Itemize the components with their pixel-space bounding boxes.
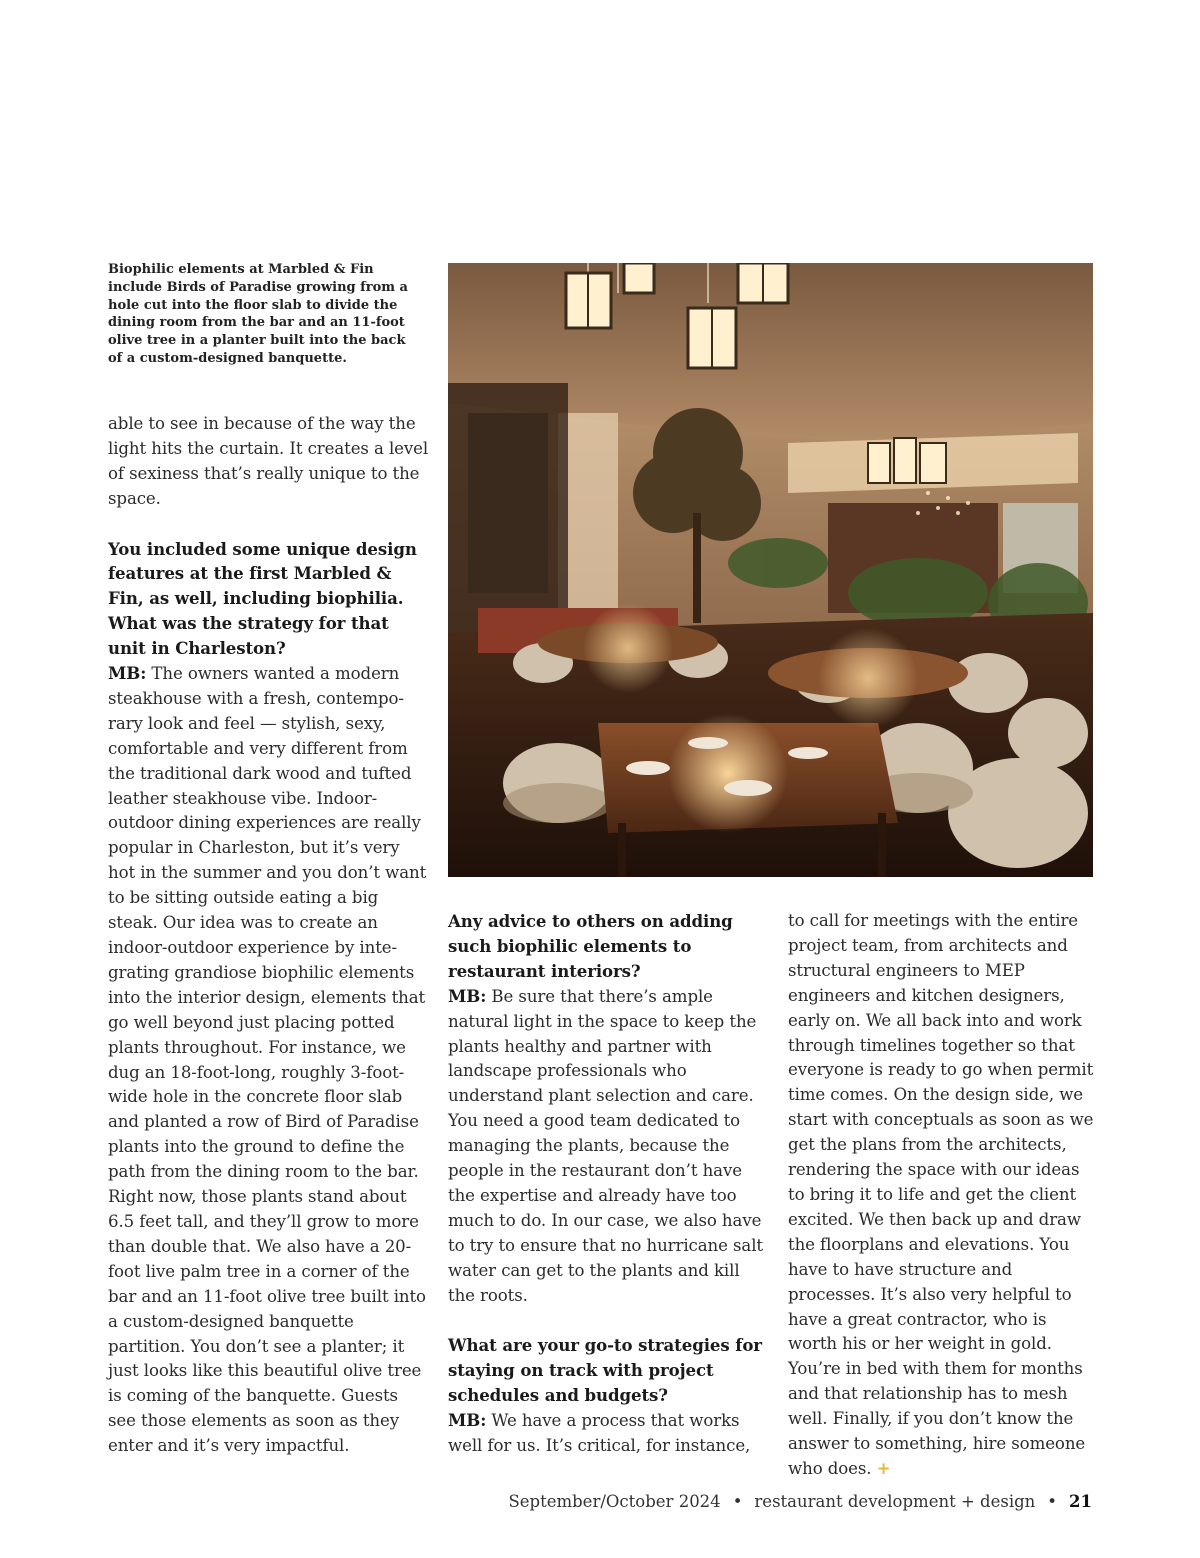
- interview-answer: [448, 984, 766, 1309]
- article-column-3: [788, 909, 1098, 1482]
- interview-question: You included some unique design features at the first Marbled & Fin, as well, including biophilia. What was the strategy for that unit in Charleston?: [108, 538, 417, 659]
- end-of-article-mark: +: [876, 1458, 891, 1478]
- speaker-label: MB:: [108, 663, 147, 684]
- footer-separator: •: [732, 1492, 743, 1511]
- interview-answer: [108, 661, 430, 1459]
- speaker-label: MB:: [448, 985, 487, 1006]
- photo-caption: Biophilic elements at Marbled & Fin include Birds of Paradise growing from a hole cut into the floor slab to divide the dining room from the bar and an 11-foot olive tree in a planter built into the back of a custom-designed banquette.: [108, 262, 408, 366]
- issue-date: September/October 2024: [508, 1492, 721, 1511]
- page-footer: [508, 1492, 1092, 1511]
- paragraph: able to see in because of the way the light hits the curtain. It creates a level of sexiness that’s really unique to the space.: [108, 414, 429, 508]
- paragraph: [788, 909, 1098, 1482]
- interview-answer: [448, 1408, 766, 1459]
- interview-question: Any advice to others on adding such biophilic elements to restaurant interiors?: [448, 911, 733, 981]
- restaurant-dining-room-photo: [448, 263, 1093, 877]
- article-column-1: [108, 412, 430, 1459]
- interview-question: What are your go-to strategies for staying on track with project schedules and budgets?: [448, 1335, 762, 1406]
- answer-text: Be sure that there’s ample natural light in the space to keep the plants healthy and partner with landscape professionals who understand plant selection and care. You need a good team dedicated to managing the plants, because the people in the restaurant don’t have the expertise and already have too much to do. In our case, we also have to try to ensure that no hurricane salt water can get to the plants and kill the roots.: [448, 986, 763, 1305]
- answer-text: We have a process that works well for us. It’s critical, for instance,: [448, 1411, 751, 1456]
- magazine-name: restaurant development + design: [754, 1492, 1036, 1511]
- speaker-label: MB:: [448, 1410, 487, 1431]
- footer-separator: •: [1047, 1492, 1058, 1511]
- answer-text: The owners wanted a modern steakhouse with a fresh, contemporary look and feel — stylish, sexy, comfortable and very different from the traditional dark wood and tufted leather steakhouse vibe. Indoor-outdoor dining experiences are really popular in Charleston, but it’s very hot in the summer and you don’t want to be sitting outside eating a big steak. Our idea was to create an indoor-outdoor experience by integrating grandiose biophilic elements into the interior design, elements that go well beyond just placing potted plants throughout. For instance, we dug an 18-foot-long, roughly 3-foot-wide hole in the concrete floor slab and planted a row of Bird of Paradise plants into the ground to define the path from the dining room to the bar. Right now, those plants stand about 6.5 feet tall, and they’ll grow to more than double that. We also have a 20-foot live palm tree in a corner of the bar and an 11-foot olive tree built into a custom-designed banquette partition. You don’t see a planter; it just looks like this beautiful olive tree is coming of the banquette. Guests see those elements as soon as they enter and it’s very impactful.: [108, 664, 427, 1456]
- article-column-2: [448, 909, 766, 1459]
- page-number: 21: [1069, 1492, 1092, 1511]
- paragraph-text: to call for meetings with the entire project team, from architects and structural engineers to MEP engineers and kitchen designers, early on. We all back into and work through timelines together so that everyone is ready to go when permit time comes. On the design side, we start with conceptuals as soon as we get the plans from the architects, rendering the space with our ideas to bring it to life and get the client excited. We then back up and draw the floorplans and elevations. You have to have structure and processes. It’s also very helpful to have a great contractor, who is worth his or her weight in gold. You’re in bed with them for months and that relationship has to mesh well. Finally, if you don’t know the answer to something, hire someone who does.: [788, 911, 1094, 1478]
